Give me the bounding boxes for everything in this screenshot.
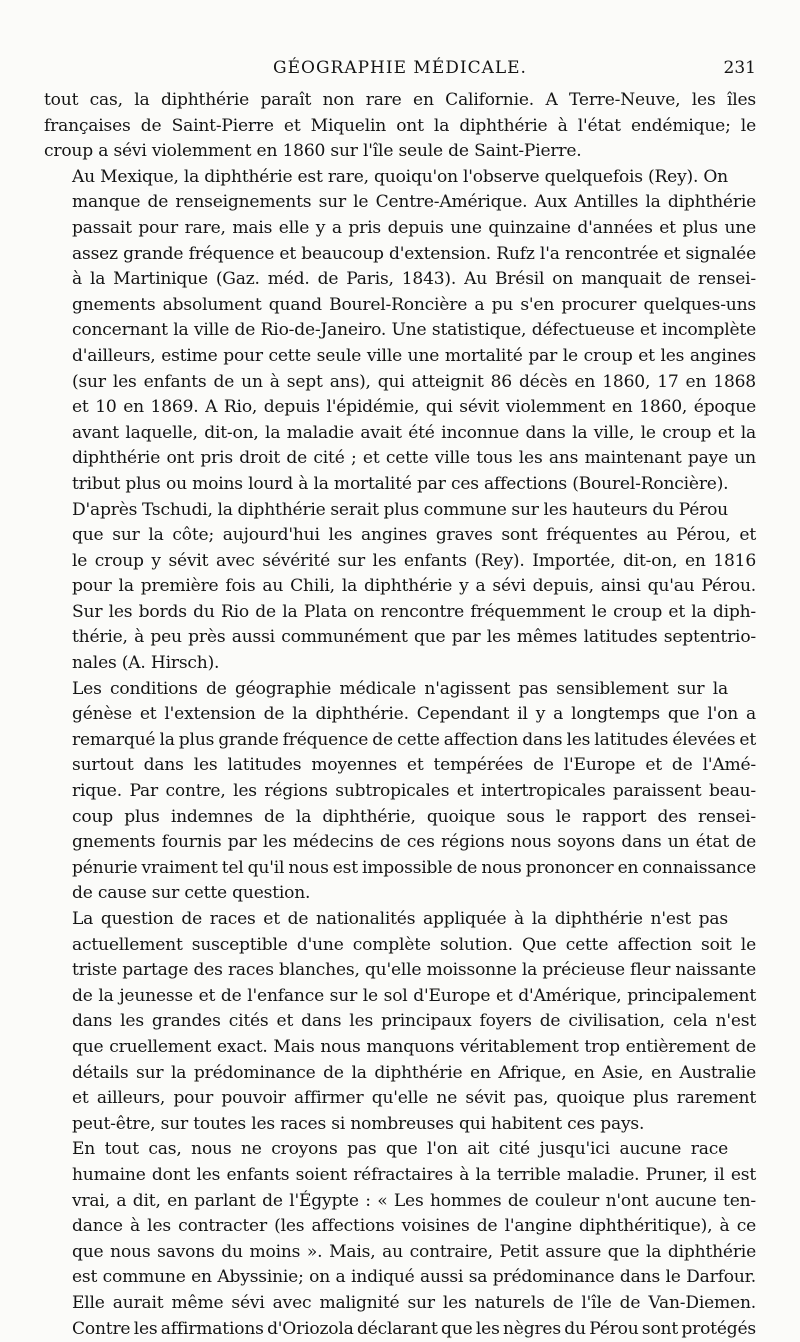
text-line: Elle aurait même sévi avec malignité sur les naturels de l'île de Van-Diemen. <box>44 1291 756 1317</box>
text-line: est commune en Abyssinie; on a indiqué aussi sa prédominance dans le Darfour. <box>44 1265 756 1291</box>
text-line: croup a sévi violemment en 1860 sur l'île seule de Saint-Pierre. <box>44 139 756 165</box>
paragraph <box>44 1137 756 1342</box>
text-line: et 10 en 1869. A Rio, depuis l'épidémie, qui sévit violemment en 1860, époque <box>44 395 756 421</box>
text-line: tout cas, la diphthérie paraît non rare en Californie. A Terre-Neuve, les îles <box>44 88 756 114</box>
text-line: concernant la ville de Rio-de-Janeiro. Une statistique, défectueuse et incomplète <box>44 318 756 344</box>
text-line: rique. Par contre, les régions subtropicales et intertropicales paraissent beau- <box>44 779 756 805</box>
text-line: En tout cas, nous ne croyons pas que l'on ait cité jusqu'ici aucune race <box>44 1137 756 1163</box>
text-line: peut-être, sur toutes les races si nombreuses qui habitent ces pays. <box>44 1112 756 1138</box>
text-line: remarqué la plus grande fréquence de cette affection dans les latitudes élevées et <box>44 728 756 754</box>
text-line: diphthérie ont pris droit de cité ; et cette ville tous les ans maintenant paye un <box>44 446 756 472</box>
text-line: coup plus indemnes de la diphthérie, quoique sous le rapport des rensei- <box>44 805 756 831</box>
text-line: le croup y sévit avec sévérité sur les enfants (Rey). Importée, dit-on, en 1816 <box>44 549 756 575</box>
text-line: vrai, a dit, en parlant de l'Égypte : « Les hommes de couleur n'ont aucune ten- <box>44 1189 756 1215</box>
text-line: de cause sur cette question. <box>44 881 756 907</box>
page-number: 231 <box>724 58 756 78</box>
running-head <box>44 58 756 88</box>
text-line: triste partage des races blanches, qu'elle moissonne la précieuse fleur naissante <box>44 958 756 984</box>
text-line: à la Martinique (Gaz. méd. de Paris, 1843). Au Brésil on manquait de rensei- <box>44 267 756 293</box>
text-line: (sur les enfants de un à sept ans), qui atteignit 86 décès en 1860, 17 en 1868 <box>44 370 756 396</box>
body-text <box>44 88 756 1342</box>
text-line: dance à les contracter (les affections voisines de l'angine diphthéritique), à ce <box>44 1214 756 1240</box>
paragraph <box>44 88 756 165</box>
text-line: thérie, à peu près aussi communément que par les mêmes latitudes septentrio- <box>44 625 756 651</box>
text-line: surtout dans les latitudes moyennes et tempérées de l'Europe et de l'Amé- <box>44 753 756 779</box>
text-line: génèse et l'extension de la diphthérie. Cependant il y a longtemps que l'on a <box>44 702 756 728</box>
text-line: La question de races et de nationalités appliquée à la diphthérie n'est pas <box>44 907 756 933</box>
text-line: passait pour rare, mais elle y a pris depuis une quinzaine d'années et plus une <box>44 216 756 242</box>
text-line: D'après Tschudi, la diphthérie serait plus commune sur les hauteurs du Pérou <box>44 498 756 524</box>
text-line: manque de renseignements sur le Centre-Amérique. Aux Antilles la diphthérie <box>44 190 756 216</box>
text-line: Contre les affirmations d'Oriozola déclarant que les nègres du Pérou sont protégés <box>44 1317 756 1342</box>
text-line: d'ailleurs, estime pour cette seule ville une mortalité par le croup et les angines <box>44 344 756 370</box>
text-line: gnements absolument quand Bourel-Roncière a pu s'en procurer quelques-uns <box>44 293 756 319</box>
text-line: avant laquelle, dit-on, la maladie avait été inconnue dans la ville, le croup et la <box>44 421 756 447</box>
paragraph <box>44 677 756 907</box>
text-line: tribut plus ou moins lourd à la mortalité par ces affections (Bourel-Roncière). <box>44 472 756 498</box>
text-line: pénurie vraiment tel qu'il nous est impossible de nous prononcer en connaissance <box>44 856 756 882</box>
text-line: françaises de Saint-Pierre et Miquelin ont la diphthérie à l'état endémique; le <box>44 114 756 140</box>
text-line: assez grande fréquence et beaucoup d'extension. Rufz l'a rencontrée et signalée <box>44 242 756 268</box>
text-line: que sur la côte; aujourd'hui les angines graves sont fréquentes au Pérou, et <box>44 523 756 549</box>
text-line: Les conditions de géographie médicale n'agissent pas sensiblement sur la <box>44 677 756 703</box>
text-line: que nous savons du moins ». Mais, au contraire, Petit assure que la diphthérie <box>44 1240 756 1266</box>
text-line: actuellement susceptible d'une complète solution. Que cette affection soit le <box>44 933 756 959</box>
text-line: Sur les bords du Rio de la Plata on rencontre fréquemment le croup et la diph- <box>44 600 756 626</box>
text-line: nales (A. Hirsch). <box>44 651 756 677</box>
book-page <box>44 58 756 1342</box>
text-line: humaine dont les enfants soient réfractaires à la terrible maladie. Pruner, il est <box>44 1163 756 1189</box>
paragraph <box>44 907 756 1137</box>
paragraph <box>44 498 756 677</box>
text-line: détails sur la prédominance de la diphthérie en Afrique, en Asie, en Australie <box>44 1061 756 1087</box>
text-line: que cruellement exact. Mais nous manquons véritablement trop entièrement de <box>44 1035 756 1061</box>
paragraph <box>44 165 756 498</box>
text-line: dans les grandes cités et dans les principaux foyers de civilisation, cela n'est <box>44 1009 756 1035</box>
text-line: gnements fournis par les médecins de ces régions nous soyons dans un état de <box>44 830 756 856</box>
text-line: et ailleurs, pour pouvoir affirmer qu'elle ne sévit pas, quoique plus rarement <box>44 1086 756 1112</box>
text-line: de la jeunesse et de l'enfance sur le sol d'Europe et d'Amérique, principalement <box>44 984 756 1010</box>
text-line: pour la première fois au Chili, la diphthérie y a sévi depuis, ainsi qu'au Pérou. <box>44 574 756 600</box>
running-title: GÉOGRAPHIE MÉDICALE. <box>44 58 756 78</box>
text-line: Au Mexique, la diphthérie est rare, quoiqu'on l'observe quelquefois (Rey). On <box>44 165 756 191</box>
